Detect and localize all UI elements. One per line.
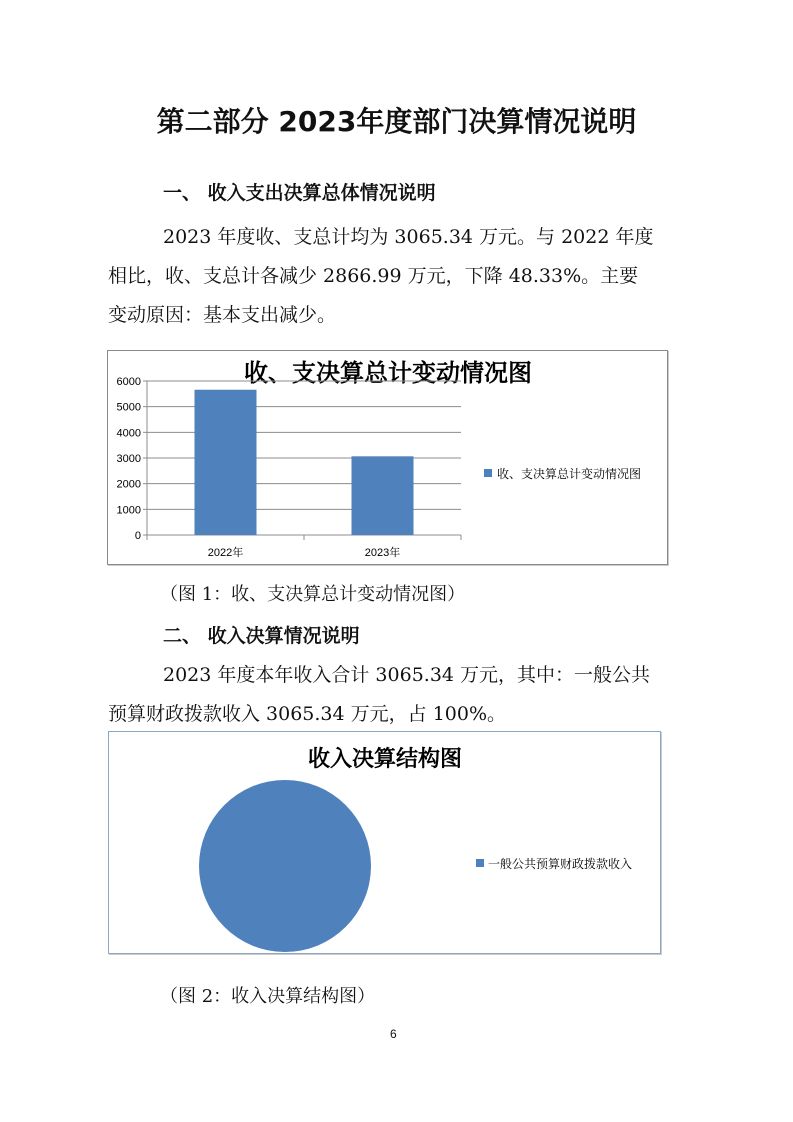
paragraph-line: 变动原因：基本支出减少。 — [108, 304, 337, 326]
paragraph-line: 相比，收、支总计各减少 2866.99 万元，下降 48.33%。主要 — [108, 265, 639, 287]
x-tick-label: 2023年 — [364, 547, 401, 559]
figure-caption: （图 1：收、支决算总计变动情况图） — [160, 584, 466, 605]
pie-chart — [109, 732, 660, 953]
pie-chart-frame — [108, 731, 661, 954]
legend-swatch — [476, 859, 484, 867]
y-tick-label: 2000 — [116, 478, 141, 491]
bar — [352, 456, 414, 535]
chart-title: 收、支决算总计变动情况图 — [244, 360, 532, 387]
section-heading-1: 一、 收入支出决算总体情况说明 — [163, 182, 436, 204]
paragraph-line: 2023 年度收、支总计均为 3065.34 万元。与 2022 年度 — [163, 226, 654, 248]
section-heading-2: 二、 收入决算情况说明 — [163, 625, 360, 647]
y-tick-label: 1000 — [116, 504, 141, 517]
legend-swatch — [484, 469, 492, 477]
y-tick-label: 5000 — [116, 401, 141, 414]
bar — [195, 390, 257, 535]
legend-label: 一般公共预算财政拨款收入 — [488, 857, 633, 871]
y-tick-label: 6000 — [116, 376, 141, 388]
y-tick-label: 0 — [134, 530, 141, 542]
figure-caption: （图 2：收入决算结构图） — [160, 986, 376, 1007]
legend-label: 收、支决算总计变动情况图 — [497, 467, 642, 481]
page-title: 第二部分 2023年度部门决算情况说明 — [156, 105, 637, 138]
chart-title: 收入决算结构图 — [307, 746, 463, 771]
y-tick-label: 4000 — [116, 427, 141, 440]
x-tick-label: 2022年 — [207, 547, 244, 559]
paragraph-line: 预算财政拨款收入 3065.34 万元，占 100%。 — [108, 703, 507, 725]
y-tick-label: 3000 — [116, 453, 141, 465]
pie-slice — [199, 780, 371, 952]
bar-chart — [108, 351, 667, 564]
paragraph-line: 2023 年度本年收入合计 3065.34 万元，其中：一般公共 — [163, 664, 651, 686]
bar-chart-frame — [107, 350, 668, 565]
page-number: 6 — [390, 1027, 397, 1041]
